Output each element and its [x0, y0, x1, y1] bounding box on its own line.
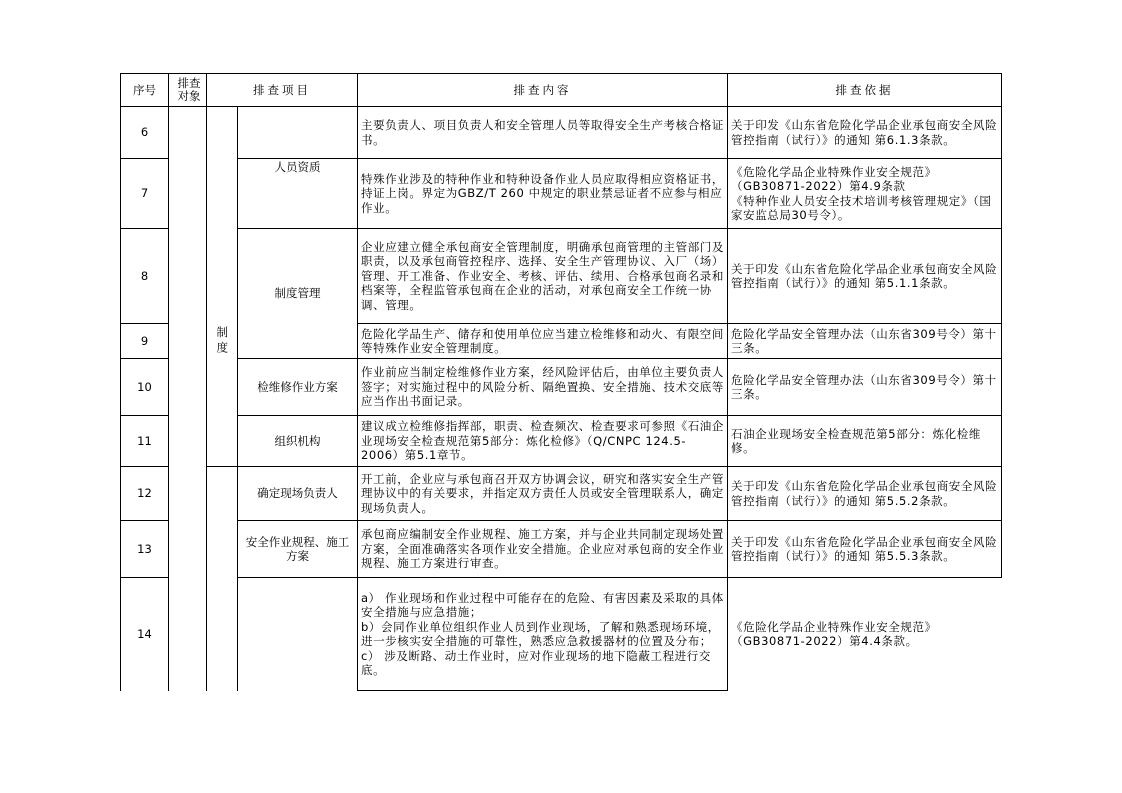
content-cell: 主要负责人、项目负责人和安全管理人员等取得安全生产考核合格证书。: [361, 118, 724, 147]
content-cell: 作业前应当制定检维修作业方案，经风险评估后，由单位主要负责人签字；对实施过程中的风险分析、隔绝置换、安全措施、技术交底等应当作出书面记录。: [361, 365, 724, 409]
content-cell: a） 作业现场和作业过程中可能存在的危险、有害因素及采取的具体安全措施与应急措施； b）会同作业单位组织作业人员到作业现场，了解和熟悉现场环境，进一步核实安全措施的可靠性，熟悉应急救援器材的位置及分布； c） 涉及断路、动土作业时，应对作业现场的地下隐蔽工程进行交底。: [361, 590, 724, 677]
basis-cell: 石油企业现场安全检查规范第5部分：炼化检维修。: [731, 426, 981, 455]
content-cell: 开工前，企业应与承包商召开双方协调会议，研究和落实安全生产管理协议中的有关要求，并指定双方责任人员或安全管理联系人，确定现场负责人。: [361, 471, 724, 515]
item-label-procedures: 安全作业规程、施工方案: [245, 534, 350, 563]
basis-cell: 关于印发《山东省危险化学品企业承包商安全风险管控指南（试行）》的通知 第6.1.3条款。: [731, 118, 998, 147]
table-rule: [358, 690, 728, 691]
table-rule: [206, 73, 207, 691]
row-number: 11: [137, 433, 152, 448]
basis-cell: 《危险化学品企业特殊作业安全规范》（GB30871-2022）第4.4条款。: [731, 619, 937, 648]
basis-cell: 《危险化学品企业特殊作业安全规范》（GB30871-2022）第4.9条款 《特种作业人员安全技术培训考核管理规定》（国家安监总局30号令）。: [731, 164, 992, 222]
item-label-maintenance-plan: 检维修作业方案: [257, 379, 338, 394]
item-label-site-lead: 确定现场负责人: [257, 486, 338, 501]
basis-cell: 关于印发《山东省危险化学品企业承包商安全风险管控指南（试行）》的通知 第5.5.3条款。: [731, 534, 998, 563]
header-content: 排查内容: [513, 82, 572, 97]
row-number: 10: [137, 379, 152, 394]
table-rule: [168, 73, 169, 691]
content-cell: 企业应建立健全承包商安全管理制度，明确承包商管理的主管部门及职责，以及承包商管控程序、选择、安全生产管理协议、入厂（场）管理、开工准备、作业安全、考核、评估、续用、合格承包商名录和档案等，全程监管承包商在企业的活动，对承包商安全工作统一协调、管理。: [361, 239, 724, 312]
item-label-organization: 组织机构: [274, 433, 321, 448]
basis-cell: 关于印发《山东省危险化学品企业承包商安全风险管控指南（试行）》的通知 第5.1.1条款。: [731, 261, 998, 290]
header-no: 序号: [133, 82, 156, 97]
header-basis: 排查依据: [835, 82, 894, 97]
content-cell: 承包商应编制安全作业规程、施工方案，并与企业共同制定现场处置方案，全面准确落实各项作业安全措施。企业应对承包商的安全作业规程、施工方案进行审查。: [361, 527, 724, 571]
header-item: 排查项目: [253, 82, 311, 97]
content-cell: 特殊作业涉及的特种作业和特种设备作业人员应取得相应资格证书，持证上岗。界定为GBZ/T 260 中规定的职业禁忌证者不应参与相应作业。: [361, 171, 724, 215]
row-number: 8: [140, 268, 149, 283]
header-target: 排查对象: [177, 76, 201, 103]
row-number: 13: [137, 541, 152, 556]
table-rule: [1001, 73, 1002, 578]
basis-cell: 危险化学品安全管理办法（山东省309号令）第十三条。: [731, 372, 997, 401]
item-label-personnel: 人员资质: [274, 160, 321, 175]
content-cell: 建议成立检维修指挥部，职责、检查频次、检查要求可参照《石油企业现场安全检查规范第5部分：炼化检修》（Q/CNPC 124.5-2006）第5.1章节。: [361, 419, 724, 463]
row-number: 9: [140, 333, 149, 348]
inspection-table: [120, 73, 1002, 691]
row-number: 6: [140, 125, 149, 140]
content-cell: 危险化学品生产、储存和使用单位应当建立检维修和动火、有限空间等特殊作业安全管理制度。: [361, 326, 724, 355]
row-number: 14: [137, 627, 152, 642]
basis-cell: 危险化学品安全管理办法（山东省309号令）第十三条。: [731, 326, 997, 355]
row-number: 12: [137, 486, 152, 501]
basis-cell: 关于印发《山东省危险化学品企业承包商安全风险管控指南（试行）》的通知 第5.5.2条款。: [731, 479, 998, 508]
row-number: 7: [140, 186, 149, 201]
group-label-system: 制度: [215, 325, 230, 357]
item-label-system-management: 制度管理: [274, 286, 321, 301]
